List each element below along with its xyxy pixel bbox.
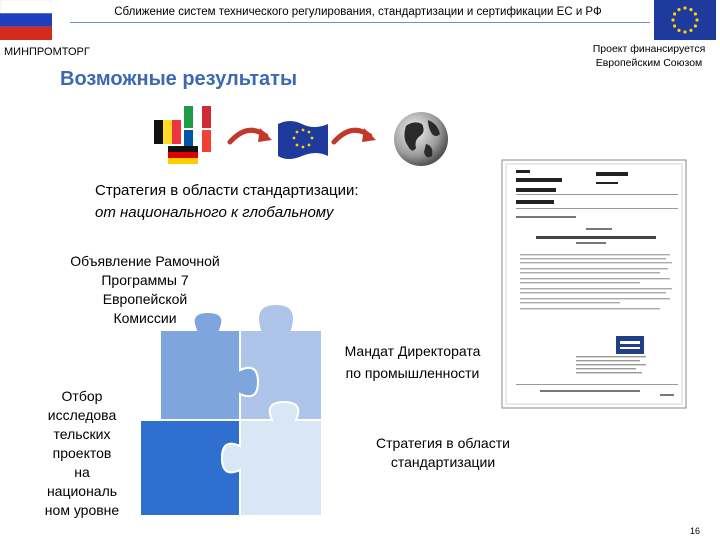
- funding-note: Проект финансируется Европейским Союзом: [592, 43, 706, 69]
- directorate-mandate-label: Мандат Директората по промышленности: [344, 343, 481, 381]
- fp7-announcement-label: Объявление Рамочной Программы 7 Европейской Комиссии: [70, 253, 220, 326]
- ministry-label: МИНПРОМТОРГ: [4, 46, 90, 58]
- project-selection-label: Отбор исследова тельских проектов на националь ном уровне: [44, 388, 120, 518]
- page-number: 16: [690, 526, 701, 536]
- standardization-strategy-label: Стратегия в области стандартизации: [376, 435, 510, 470]
- curved-arrow-icon: [226, 122, 274, 148]
- header-title: Сближение систем технического регулирования, стандартизации и сертификации ЕС и РФ: [114, 6, 602, 18]
- globe-icon: [392, 110, 450, 168]
- header-divider: [70, 22, 650, 23]
- eu-waving-flag-icon: [276, 118, 330, 162]
- cen-agreement-document-thumbnail: [500, 158, 688, 410]
- eu-flag-icon: [654, 0, 716, 40]
- russia-flag-icon: [0, 0, 52, 40]
- strategy-subtitle: Стратегия в области стандартизации: от национального к глобальному: [95, 182, 359, 221]
- curved-arrow-icon: [330, 122, 378, 148]
- national-flags-icon: [150, 102, 218, 168]
- slide-title: Возможные результаты: [60, 68, 298, 90]
